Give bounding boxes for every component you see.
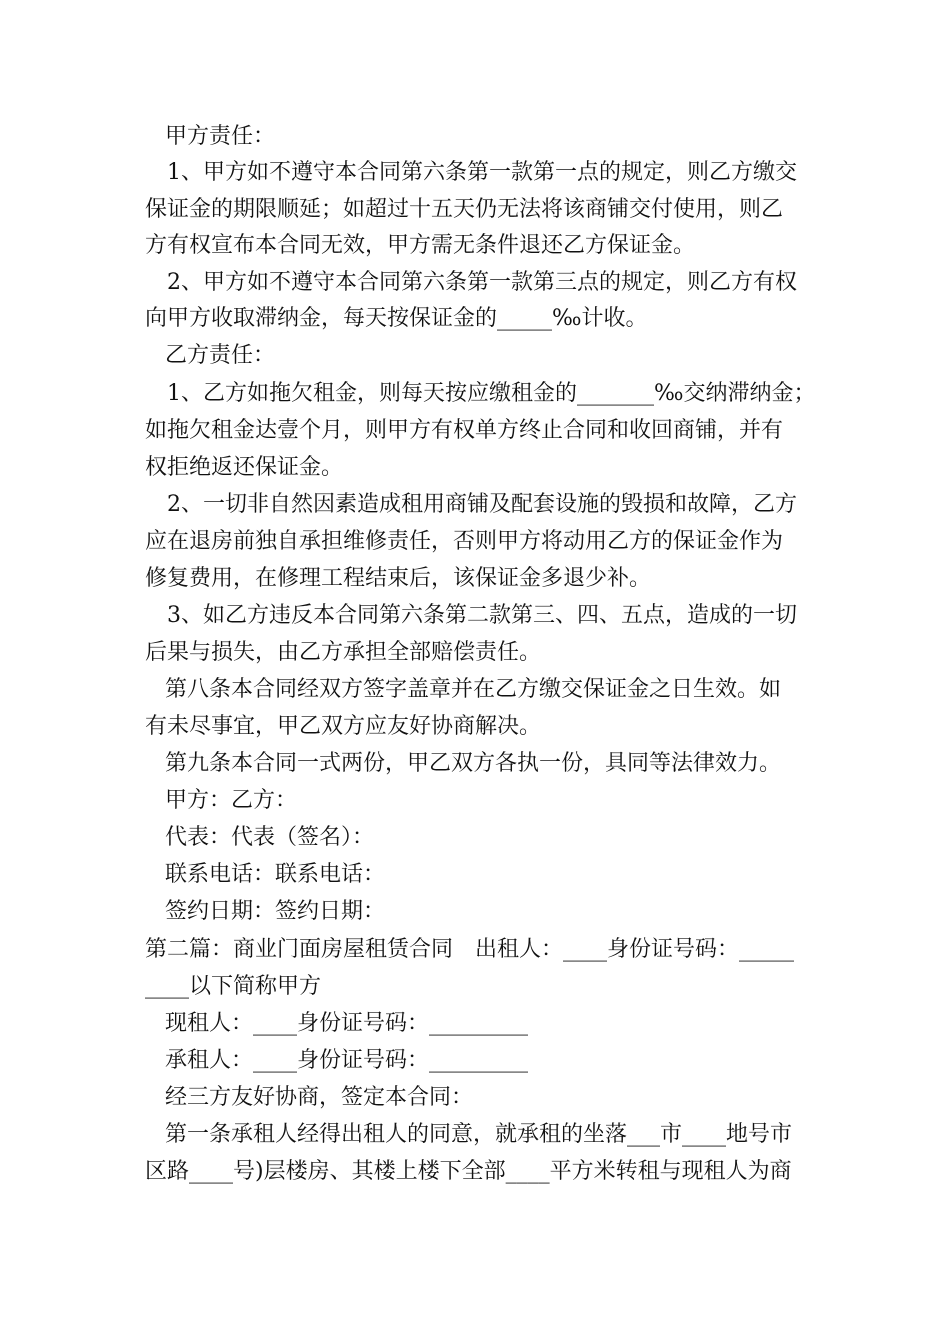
paragraph-line: 后果与损失，由乙方承担全部赔偿责任。 [145,640,542,665]
signature-party-line: 甲方：乙方： [165,788,298,813]
paragraph-line: 3、如乙方违反本合同第六条第二款第三、四、五点，造成的一切 [167,603,797,628]
paragraph-line: 2、甲方如不遵守本合同第六条第一款第三点的规定，则乙方有权 [167,270,797,295]
signature-phone-line: 联系电话：联系电话： [165,862,386,887]
paragraph-line: ____以下简称甲方 [145,974,322,999]
heading-party-a-duties: 甲方责任： [165,124,276,149]
paragraph-line: 向甲方收取滞纳金，每天按保证金的_____‰计收。 [145,306,648,331]
signature-date-line: 签约日期：签约日期： [165,899,386,924]
paragraph-line: 应在退房前独自承担维修责任，否则甲方将动用乙方的保证金作为 [145,529,784,554]
paragraph-line: 修复费用，在修理工程结束后，该保证金多退少补。 [145,566,652,591]
paragraph-line: 经三方友好协商，签定本合同： [165,1085,474,1110]
paragraph-line: 如拖欠租金达壹个月，则甲方有权单方终止合同和收回商铺，并有 [145,418,784,443]
paragraph-line: 保证金的期限顺延；如超过十五天仍无法将该商铺交付使用，则乙 [145,197,784,222]
paragraph-line: 2、一切非自然因素造成租用商铺及配套设施的毁损和故障，乙方 [167,492,797,517]
paragraph-line: 1、乙方如拖欠租金，则每天按应缴租金的_______‰交纳滞纳金； [167,381,816,406]
signature-representative-line: 代表：代表（签名）： [165,825,375,850]
paragraph-line: 第一条承租人经得出租人的同意，就承租的坐落___市____地号市 [165,1122,793,1147]
paragraph-line: 区路____号)层楼房、其楼上楼下全部____平方米转租与现租人为商 [145,1159,792,1184]
heading-party-b-duties: 乙方责任： [165,343,276,368]
paragraph-line: 方有权宣布本合同无效，甲方需无条件退还乙方保证金。 [145,233,696,258]
paragraph-line: 承租人：____身份证号码：_________ [165,1048,529,1073]
paragraph-line: 第八条本合同经双方签字盖章并在乙方缴交保证金之日生效。如 [165,677,782,702]
paragraph-line: 有未尽事宜，甲乙双方应友好协商解决。 [145,714,542,739]
paragraph-line: 1、甲方如不遵守本合同第六条第一款第一点的规定，则乙方缴交 [167,160,797,185]
paragraph-line: 现租人：____身份证号码：_________ [165,1011,529,1036]
paragraph-line: 权拒绝返还保证金。 [145,455,344,480]
section-title-line: 第二篇：商业门面房屋租赁合同 出租人：____身份证号码：_____ [145,937,795,962]
paragraph-line: 第九条本合同一式两份，甲乙双方各执一份，具同等法律效力。 [165,751,782,776]
